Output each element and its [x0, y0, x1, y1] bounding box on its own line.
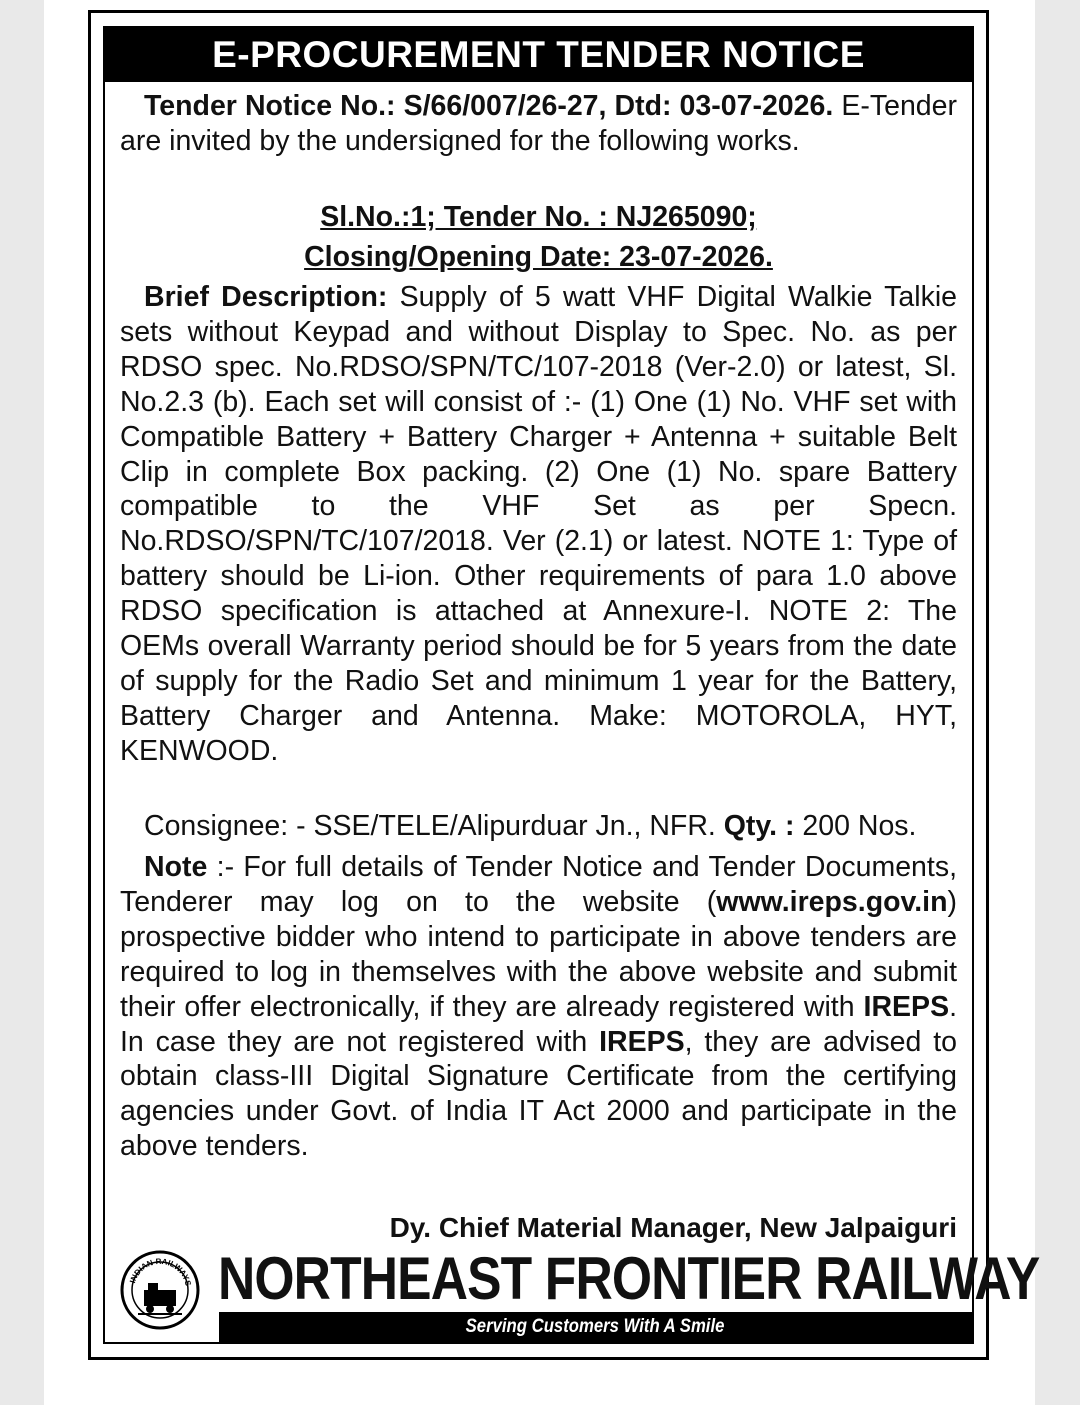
svg-text:INDIAN RAILWAYS: INDIAN RAILWAYS	[128, 1256, 193, 1287]
signatory-line: Dy. Chief Material Manager, New Jalpaiguri	[389, 1212, 957, 1243]
railway-name: NORTHEAST FRONTIER RAILWAY	[218, 1245, 1040, 1312]
note-label: Note	[144, 851, 208, 883]
ireps-mention: IREPS	[599, 1025, 685, 1058]
brief-description-label: Brief Description:	[144, 281, 388, 313]
tagline: Serving Customers With A Smile	[466, 1316, 725, 1337]
ireps-mention: IREPS	[863, 990, 950, 1023]
website-link[interactable]: www.ireps.gov.in	[716, 885, 948, 918]
indian-railways-emblem-icon	[120, 1250, 200, 1330]
tender-number-line: Sl.No.:1; Tender No. : NJ265090;	[320, 201, 757, 233]
tender-notice-number: Tender Notice No.: S/66/007/26-27, Dtd: 03-07-2026.	[144, 90, 834, 122]
note-paragraph	[120, 850, 957, 1164]
note-text-part2: ) prospective bidder who intend to participate in above tenders are required to log in themselves with the above website and submit their offer electronically, if they are already registered with	[120, 885, 957, 1023]
note-text-part1: :- For full details of Tender Notice and Tender Documents, Tenderer may log on to the website (	[120, 851, 957, 918]
brief-description-text: Supply of 5 watt VHF Digital Walkie Talkie sets without Keypad and without Display to Spec. No. as per RDSO spec. No.RDSO/SPN/TC/107-2018 (Ver-2.0) or latest, Sl. No.2.3 (b). Each set will consist of :- (1) One (1) No. VHF set with Compatible Battery + Battery Charger + Antenna + suitable Belt Clip in complete Box packing. (2) One (1) No. spare Battery compatible to the VHF Set as per Specn. No.RDSO/SPN/TC/107/2018. Ver (2.1) or latest. NOTE 1: Type of battery should be Li-ion. Other requirements of para 1.0 above RDSO specification is attached at Annexure-I. NOTE 2: The OEMs overall Warranty period should be for 5 years from the date of supply for the Radio Set and minimum 1 year for the Battery, Battery Charger and Antenna. Make: MOTOROLA, HYT, KENWOOD.	[120, 281, 958, 767]
quantity-value: 200 Nos.	[802, 810, 917, 842]
quantity-label: Qty. :	[723, 810, 795, 842]
notice-title: E-PROCUREMENT TENDER NOTICE	[105, 28, 972, 82]
note-text-part4: , they are advised to obtain class-III Digital Signature Certificate from the certifying agencies under Govt. of India IT Act 2000 and participate in the above tenders.	[120, 1025, 957, 1163]
intro-paragraph	[120, 89, 957, 159]
closing-date-line: Closing/Opening Date: 23-07-2026.	[304, 241, 773, 273]
consignee-text: Consignee: - SSE/TELE/Alipurduar Jn., NFR.	[144, 810, 716, 842]
consignee-paragraph	[120, 809, 957, 844]
invitation-text: E-Tender are invited by the undersigned for the following works.	[120, 90, 957, 157]
brief-description-paragraph	[120, 280, 957, 769]
tagline-bar	[219, 1312, 972, 1342]
note-text-part3: . In case they are not registered with	[120, 990, 957, 1058]
